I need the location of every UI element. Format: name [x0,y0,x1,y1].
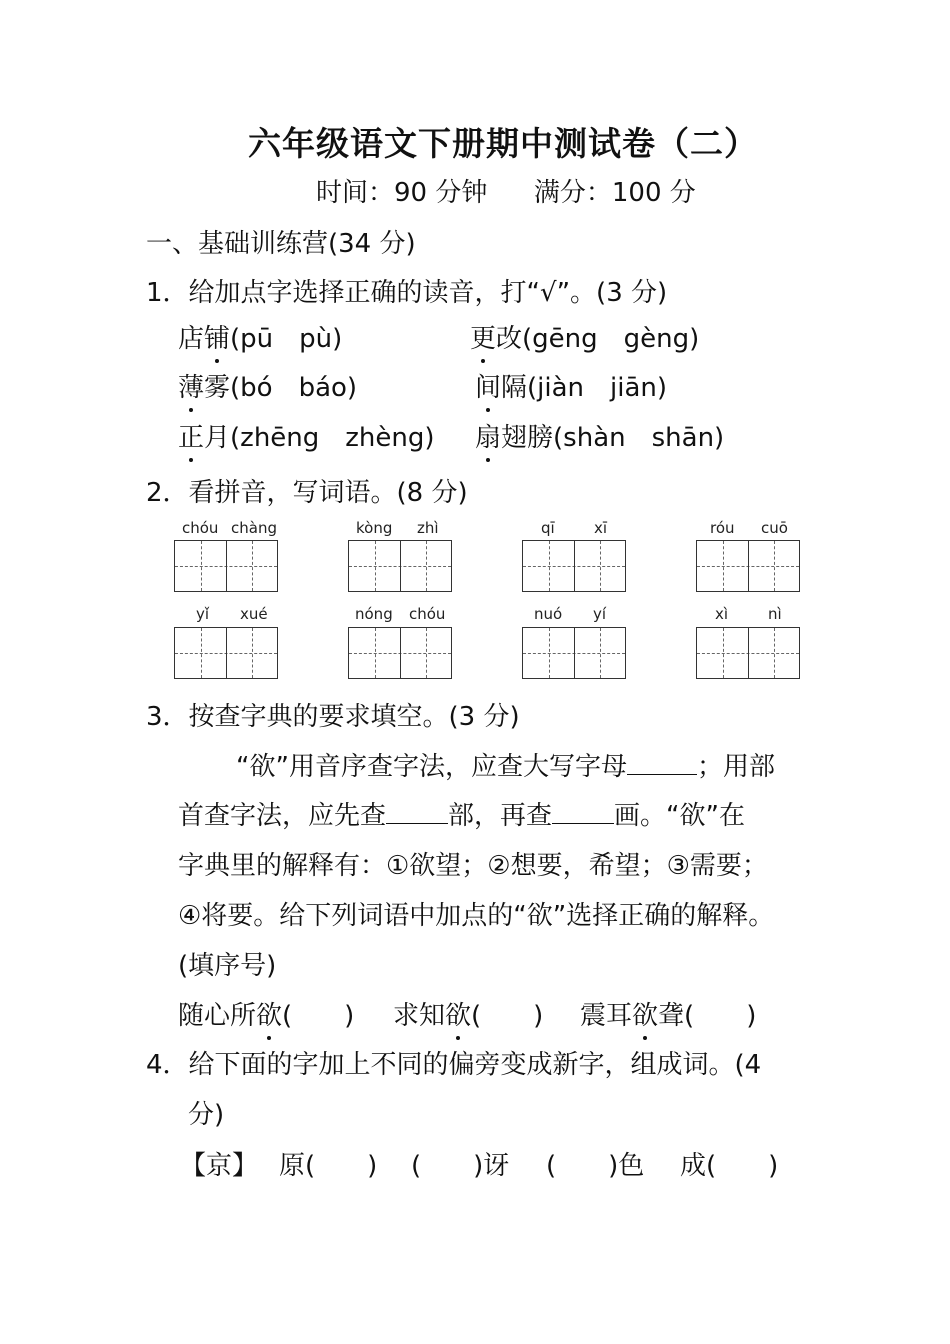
page-title: 六年级语文下册期中测试卷（二） [248,124,758,163]
q3-line: “欲”用音序查字法，应查大写字母 ；用部 [236,752,775,782]
writing-grid[interactable] [348,627,452,679]
q1-item: 薄雾(bó báo) [178,367,357,404]
pinyin-label: cuō [761,519,788,537]
q4-bracket-char: 【京】 [180,1151,259,1181]
q4-word: 成( ) [680,1151,779,1181]
writing-grid[interactable] [174,627,278,679]
pinyin-label: xì [715,605,729,623]
q1-item: 正月(zhēng zhèng) [178,417,435,454]
writing-grid[interactable] [696,627,800,679]
section-heading: 一、基础训练营(34 分) [146,229,416,259]
pinyin-label: nuó [534,605,563,623]
dotted-char: 扇 [475,417,501,454]
q1-item: 更改(gēng gèng) [470,318,699,355]
dotted-char: 欲 [445,995,471,1032]
dotted-char: 更 [470,318,496,355]
q4-word: ( )色 [546,1151,645,1181]
q3-line: 字典里的解释有：①欲望；②想要，希望；③需要； [178,851,768,881]
pinyin-label: yǐ [196,605,210,623]
dotted-char: 正 [178,417,204,454]
writing-grid[interactable] [348,540,452,592]
pinyin-label: chóu [182,519,219,537]
pinyin-label: nóng [355,605,393,623]
exam-meta [316,172,696,209]
q3-line: (填序号) [178,951,277,981]
pinyin-label: chóu [409,605,446,623]
q4-word: ( )讶 [411,1151,510,1181]
dotted-char: 间 [475,367,501,404]
q3-line: 首查字法，应先查 部，再查 画。“欲”在 [178,801,745,831]
pinyin-label: róu [710,519,735,537]
answer-blank[interactable] [386,801,448,824]
pinyin-label: xué [240,605,268,623]
q3-word: 震耳欲聋( ) [580,995,756,1032]
answer-blank[interactable] [552,801,614,824]
answer-blank[interactable] [627,752,697,775]
question-1-prompt: 1．给加点字选择正确的读音，打“√”。(3 分) [146,278,668,308]
writing-grid[interactable] [522,540,626,592]
dotted-char: 欲 [256,995,282,1032]
q3-line: ④将要。给下列词语中加点的“欲”选择正确的解释。 [178,901,775,931]
question-4-prompt: 4．给下面的字加上不同的偏旁变成新字，组成词。(4 [146,1050,762,1080]
q1-item: 店铺(pū pù) [178,318,342,355]
q4-word: 原( ) [279,1151,378,1181]
dotted-char: 薄 [178,367,204,404]
time-limit: 时间：90 分钟 [316,178,488,208]
writing-grid[interactable] [696,540,800,592]
pinyin-label: xī [594,519,608,537]
question-4-prompt-cont: 分) [188,1100,225,1130]
pinyin-label: kòng [356,519,393,537]
q3-word: 随心所欲( ) [178,995,354,1032]
pinyin-label: chàng [231,519,277,537]
full-score: 满分：100 分 [533,178,696,208]
question-2-prompt: 2．看拼音，写词语。(8 分) [146,478,468,508]
pinyin-label: qī [541,519,555,537]
pinyin-label: zhì [417,519,439,537]
pinyin-label: yí [593,605,607,623]
question-3-prompt: 3．按查字典的要求填空。(3 分) [146,702,520,732]
q3-word: 求知欲( ) [393,995,543,1032]
writing-grid[interactable] [174,540,278,592]
writing-grid[interactable] [522,627,626,679]
q1-item: 间隔(jiàn jiān) [475,367,667,404]
q1-item: 扇翅膀(shàn shān) [475,417,724,454]
dotted-char: 欲 [632,995,658,1032]
pinyin-label: nì [768,605,782,623]
dotted-char: 铺 [204,318,230,355]
